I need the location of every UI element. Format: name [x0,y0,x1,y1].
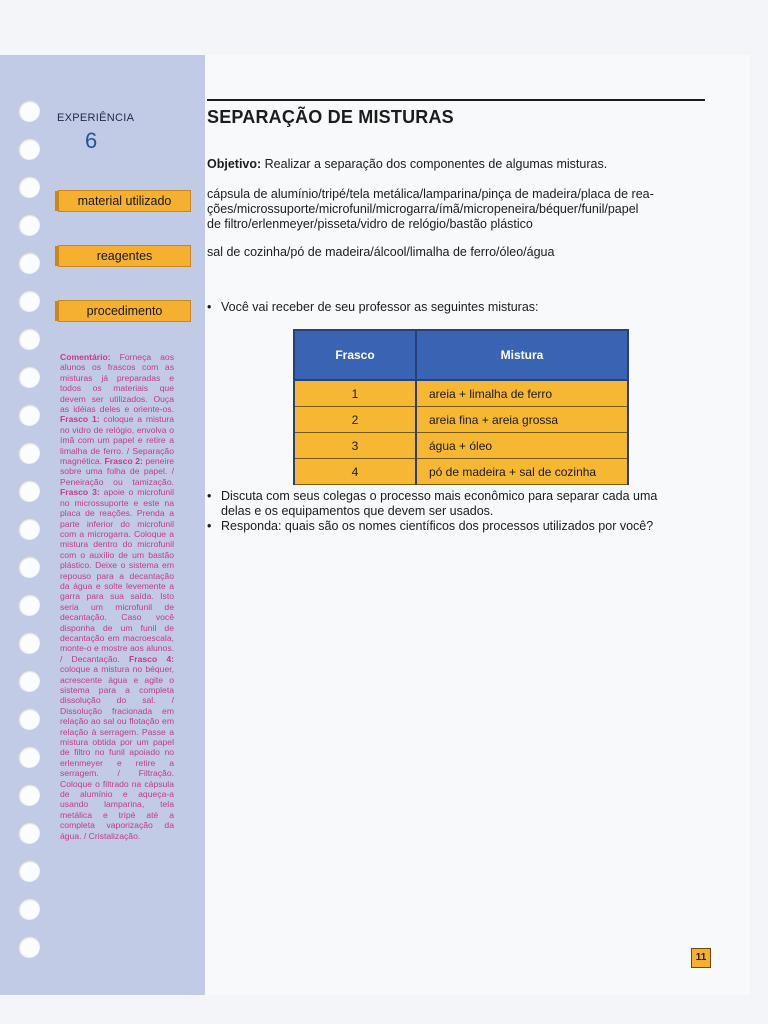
comment-item-label: Frasco 2: [104,456,143,467]
table-row [294,407,628,433]
comment-item-text: apoie o microfunil no microssuporte e este na placa de reações. Prenda a parte inferior do microfunil com a microgarra. Coloque a mistura dentro do microfunil com o auxílio de um bastão plástico. Deixe o sistema em repouso para a decantação da água e solte levemente a garra para sua saída. Isto seria um microfunil de decantação. Caso você disponha de um funil de decantação em macroescala, monte-o e mostre aos alunos. / Decantação. [60,487,174,664]
procedure-bullets [207,489,707,534]
table-cell-mistura: areia fina + areia grossa [416,407,628,433]
table-cell-frasco: 1 [294,380,416,407]
procedure-tag: procedimento [58,300,191,322]
procedure-bullet: • Responda: quais são os nomes científicos dos processos utilizados por você? [207,519,654,533]
page-number: 11 [691,948,711,968]
experiment-label: EXPERIÊNCIA [57,112,135,124]
comment-item-text: coloque a mistura no vidro de relógio, envolva o ímã com um papel e retire a limalha de ferro. / Separação magnética. [60,414,174,467]
reagents-list: sal de cozinha/pó de madeira/álcool/limalha de ferro/óleo/água [207,245,555,259]
mixtures-table [293,329,629,485]
table-row [294,380,628,407]
table-cell-frasco: 2 [294,407,416,433]
table-cell-mistura: areia + limalha de ferro [416,380,628,407]
table-header-frasco: Frasco [294,330,416,380]
materials-line: cápsula de alumínio/tripé/tela metálica/lamparina/pinça de madeira/placa de rea- [207,187,654,201]
comment-item-label: Frasco 4: [129,653,175,664]
procedure-bullet: • Discuta com seus colegas o processo mais econômico para separar cada uma [207,489,658,503]
procedure-intro [207,300,707,315]
teacher-comment [60,352,174,841]
comment-label: Comentário: [60,352,111,362]
materials-tag: material utilizado [58,190,191,212]
comment-item-label: Frasco 3: [60,487,100,498]
objective-label: Objetivo: [207,157,262,171]
bullet-icon: • [207,489,212,503]
table-cell-frasco: 3 [294,433,416,459]
bullet-icon: • [207,300,212,314]
procedure-bullet-continuation: delas e os equipamentos que devem ser usados. [221,504,494,518]
bullet-icon: • [207,519,212,533]
table-cell-mistura: pó de madeira + sal de cozinha [416,459,628,485]
title-rule [207,99,705,101]
table-row [294,459,628,485]
table-cell-frasco: 4 [294,459,416,485]
comment-item-text: peneire sobre uma folha de papel. / Peneiração ou tamização. [60,456,174,487]
table-header-mistura: Mistura [416,330,628,380]
materials-line: de filtro/erlenmeyer/pisseta/vidro de relógio/bastão plástico [207,217,533,231]
comment-text: Forneça aos alunos os frascos com as misturas já preparadas e todos os materiais que devem ser utilizados. Ouça as idéias deles e oriente-os. [60,352,174,415]
page-title: SEPARAÇÃO DE MISTURAS [207,107,454,127]
materials-line: ções/microssuporte/microfunil/microgarra/ímã/micropeneira/béquer/funil/papel [207,202,639,216]
experiment-number: 6 [85,128,98,153]
materials-list [207,187,707,232]
table-header-row [294,330,628,380]
objective [207,157,707,172]
comment-item-label: Frasco 1: [60,414,100,425]
objective-text: Realizar a separação dos componentes de algumas misturas. [264,157,608,171]
procedure-intro-text: Você vai receber de seu professor as seguintes misturas: [221,300,539,314]
comment-item-text: coloque a mistura no béquer, acrescente água e agite o sistema para a completa dissolução do sal. / Dissolução fracionada em relação ao sal ou flotação em relação à serragem. Passe a mistura obtida por um papel de filtro no funil apoiado no erlenmeyer e retire a serragem. / Filtração. Coloque o filtrado na cápsula de alumínio e aqueça-a usando lamparina, tela metálica e tripé até a completa vaporização da água. / Cristalização. [60,664,174,841]
table-row [294,433,628,459]
table-cell-mistura: água + óleo [416,433,628,459]
reagents-tag: reagentes [58,245,191,267]
